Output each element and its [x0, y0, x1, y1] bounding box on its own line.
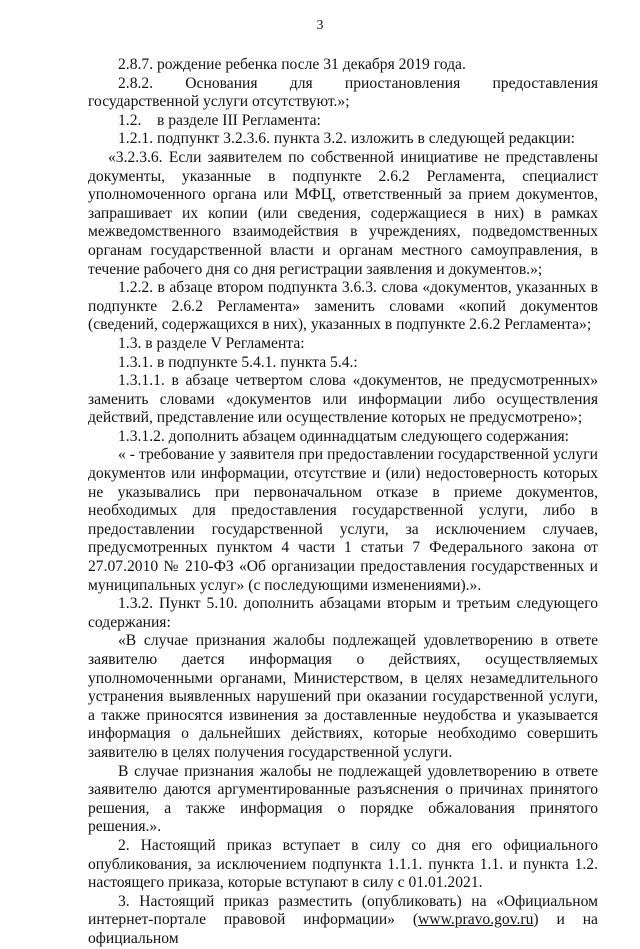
document-body [88, 56, 598, 949]
paragraph-1-2-2: 1.2.2. в абзаце втором подпункта 3.6.3. слова «документов, указанных в подпункте 2.6.2 Регламента» заменить словами «копий документов (сведений, содержащихся в них), указанных в подпункте 2.6.2 Регламента»; [88, 279, 598, 334]
paragraph-3-publish [88, 893, 598, 949]
paragraph-2-8-2: 2.8.2. Основания для приостановления предоставления государственной услуги отсутствуют.»; [88, 74, 598, 111]
paragraph-1-2: 1.2. в разделе III Регламента: [118, 111, 321, 129]
paragraph-complaint-satisfied-quote: «В случае признания жалобы подлежащей удовлетворению в ответе заявителю дается информация о действиях, осуществляемых уполномоченными органами, Министерством, в целях незамедлительного устранения выявленных нарушений при оказании государственной услуги, а также приносятся извинения за доставленные неудобства и указывается информация о дальнейших действиях, которые необходимо совершить заявителю в целях получения государственной услуги. [88, 632, 598, 761]
paragraph-1-3: 1.3. в разделе V Регламента: [118, 334, 305, 352]
paragraph-complaint-rejected: В случае признания жалобы не подлежащей удовлетворению в ответе заявителю даются аргументированные разъяснения о причинах принятого решения, а также информация о порядке обжалования принятого решения.». [88, 762, 598, 836]
publish-text-after: ) и на официальном [88, 911, 598, 947]
paragraph-3-2-3-6-quote: «3.2.3.6. Если заявителем по собственной инициативе не представлены документы, указанные в подпункте 2.6.2 Регламента, специалист уполномоченного органа или МФЦ, ответственный за прием документов, запрашивает их копии (или сведения, содержащиеся в них) в рамках межведомственного взаимодействия в учреждениях, подведомственных органам государственной власти и органам местного самоуправления, в течение рабочего дня со дня регистрации заявления и документов.»; [88, 148, 598, 278]
publish-text-before: 3. Настоящий приказ разместить (опубликовать) на «Официальном интернет-портале правовой информации» ( [88, 892, 598, 929]
paragraph-2-effective: 2. Настоящий приказ вступает в силу со дня его официального опубликования, за исключением подпункта 1.1.1. пункта 1.1. и пункта 1.2. настоящего приказа, которые вступают в силу с 01.01.2021. [88, 836, 598, 892]
paragraph-1-3-1-1: 1.3.1.1. в абзаце четвертом слова «документов, не предусмотренных» заменить словами «документов или информации либо осуществления действий, представление или осуществление которых не предусмотрено»; [88, 372, 598, 427]
pravo-gov-ru-link[interactable]: www.pravo.gov.ru [418, 911, 534, 929]
paragraph-1-3-2: 1.3.2. Пункт 5.10. дополнить абзацами вторым и третьим следующего содержания: [88, 595, 598, 631]
page-number: 3 [316, 18, 324, 33]
paragraph-1-2-1: 1.2.1. подпункт 3.2.3.6. пункта 3.2. изложить в следующей редакции: [118, 130, 576, 148]
paragraph-1-3-1: 1.3.1. в подпункте 5.4.1. пункта 5.4.: [118, 353, 358, 371]
paragraph-1-3-1-2: 1.3.1.2. дополнить абзацем одиннадцатым следующего содержания: [118, 427, 569, 445]
paragraph-2-8-7: 2.8.7. рождение ребенка после 31 декабря 2019 года. [118, 56, 466, 73]
paragraph-requirement-quote: « - требование у заявителя при предоставлении государственной услуги документов или информации, отсутствие и (или) недостоверность которых не указывались при первоначальном отказе в приеме документов, необходимых для предоставления государственной услуги, либо в предоставлении государственной услуги, за исключением случаев, предусмотренных пунктом 4 части 1 статьи 7 Федерального закона от 27.07.2010 № 210-ФЗ «Об организации предоставления государственных и муниципальных услуг» (с последующими изменениями).». [88, 446, 598, 594]
